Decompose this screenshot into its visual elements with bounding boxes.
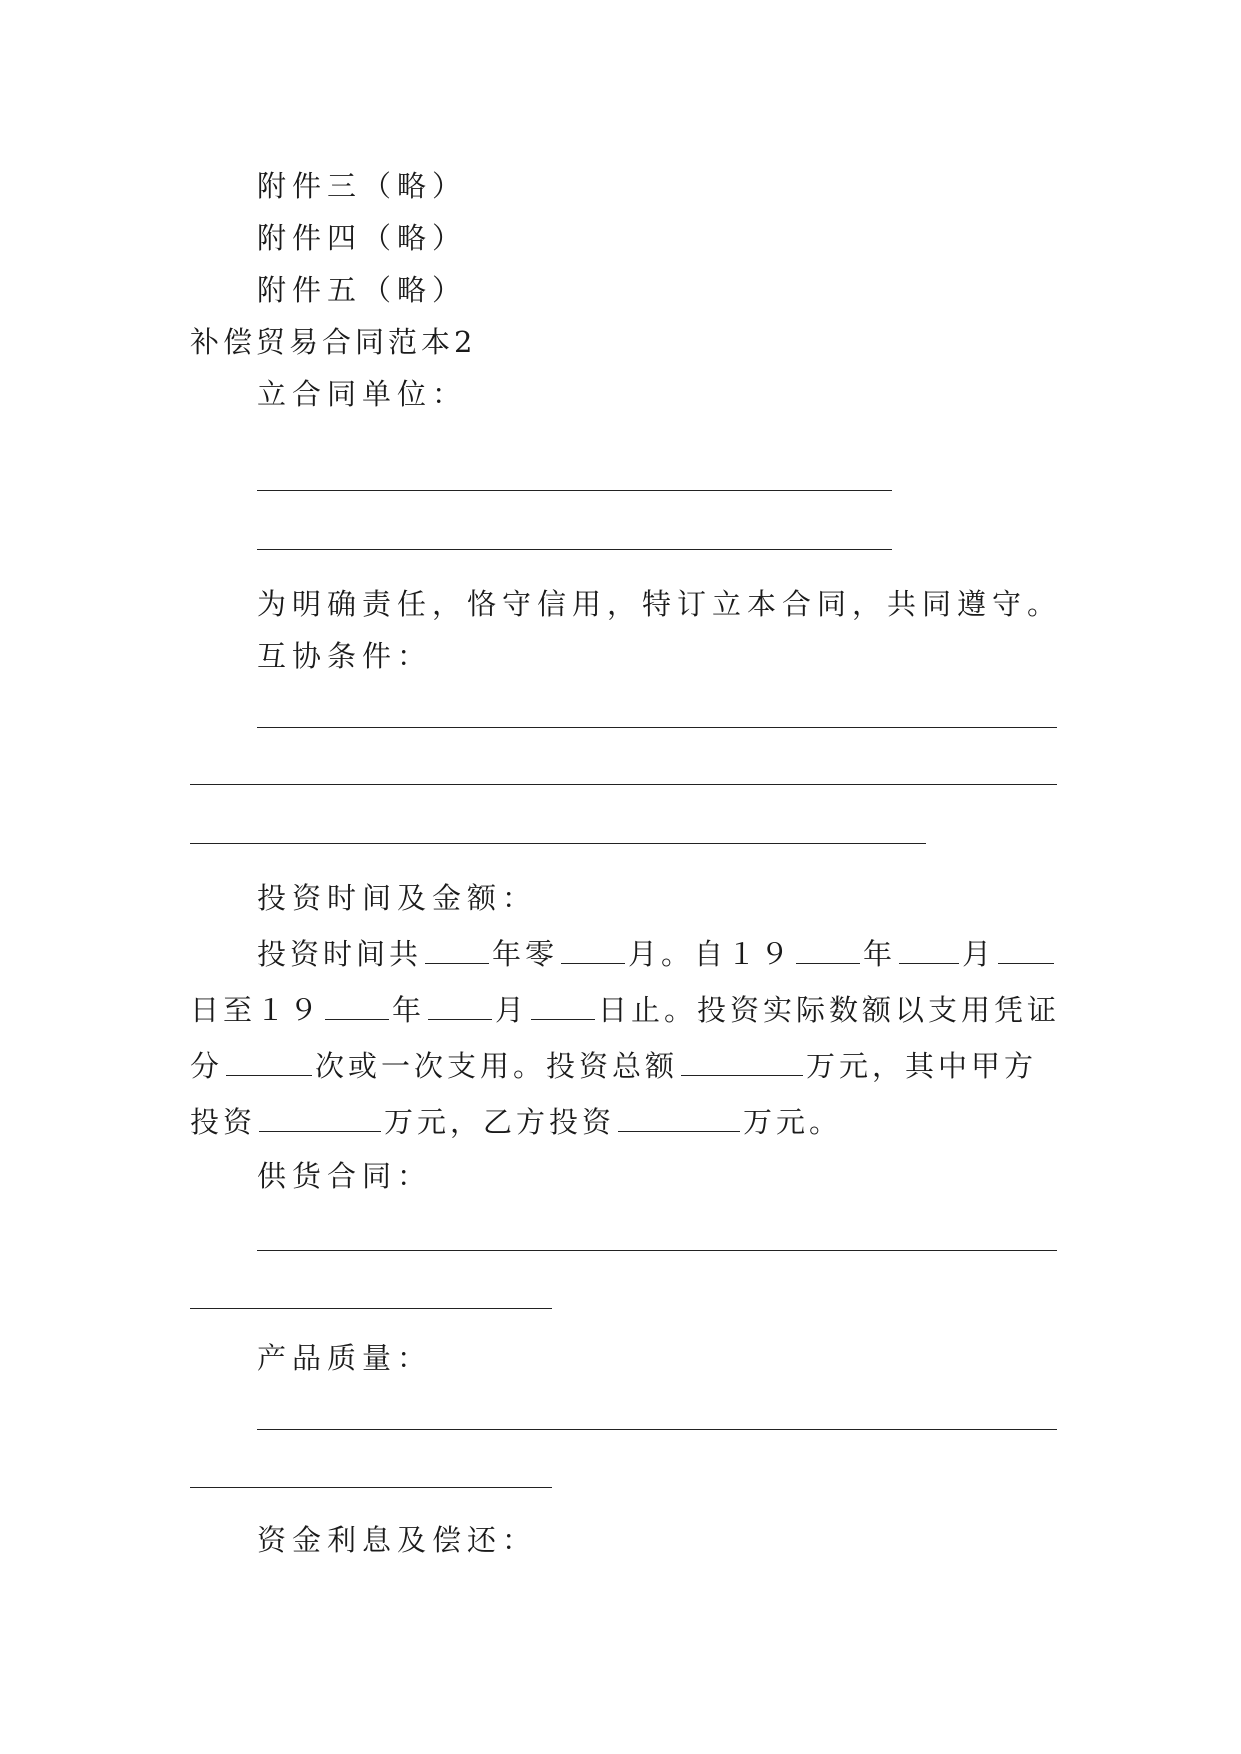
mutual-conditions-label: 互协条件： (257, 639, 433, 673)
end-day-blank (531, 991, 595, 1020)
quality-blank-line-2 (190, 1487, 552, 1488)
mutual-blank-line-2 (190, 784, 1057, 785)
investment-text: 万元。 (743, 1105, 843, 1139)
start-year-blank (796, 935, 860, 964)
supply-blank-line-2 (190, 1308, 552, 1309)
party-b-blank-line (257, 549, 892, 550)
attachment-3: 附件三（略） (257, 169, 468, 203)
investment-text: 次或一次支用。投资总额 (315, 1049, 679, 1083)
section-title: 补偿贸易合同范本2 (190, 325, 477, 359)
investment-text: 月 (495, 993, 529, 1027)
years-blank (425, 935, 489, 964)
start-day-blank (998, 935, 1054, 964)
quality-blank-line-1 (257, 1429, 1057, 1430)
investment-text: 年 (392, 993, 426, 1027)
supply-contract-label: 供货合同： (257, 1159, 433, 1193)
months-blank (561, 935, 625, 964)
attachment-5: 附件五（略） (257, 273, 468, 307)
investment-text: 年 (863, 937, 897, 971)
investment-text: 月。自１９ (628, 937, 794, 971)
investment-text: 投资 (190, 1105, 257, 1139)
party-a-amount-blank (259, 1103, 381, 1132)
total-amount-blank (681, 1047, 803, 1076)
investment-line-2 (190, 990, 1060, 1030)
party-b-amount-blank (618, 1103, 740, 1132)
investment-text: 万元，其中甲方 (806, 1049, 1038, 1083)
investment-text: 月 (962, 937, 996, 971)
installments-blank (226, 1047, 312, 1076)
investment-text: 年零 (492, 937, 559, 971)
funds-interest-label: 资金利息及偿还： (257, 1523, 538, 1557)
investment-line-4 (190, 1102, 842, 1142)
investment-text: 分 (190, 1049, 224, 1083)
investment-text: 投资时间共 (257, 937, 423, 971)
investment-text: 日至１９ (190, 993, 323, 1027)
investment-text: 万元，乙方投资 (384, 1105, 616, 1139)
parties-label: 立合同单位： (257, 377, 468, 411)
supply-blank-line-1 (257, 1250, 1057, 1251)
party-a-blank-line (257, 490, 892, 491)
end-year-blank (325, 991, 389, 1020)
investment-line-1 (257, 934, 1057, 974)
end-month-blank (428, 991, 492, 1020)
product-quality-label: 产品质量： (257, 1341, 433, 1375)
start-month-blank (899, 935, 959, 964)
mutual-blank-line-1 (257, 727, 1057, 728)
attachment-4: 附件四（略） (257, 221, 468, 255)
investment-text: 日止。投资实际数额以支用凭证 (598, 993, 1061, 1027)
preamble-text: 为明确责任，恪守信用，特订立本合同，共同遵守。 (257, 587, 1063, 621)
investment-line-3 (190, 1046, 1037, 1086)
investment-label: 投资时间及金额： (257, 881, 538, 915)
mutual-blank-line-3 (190, 843, 926, 844)
